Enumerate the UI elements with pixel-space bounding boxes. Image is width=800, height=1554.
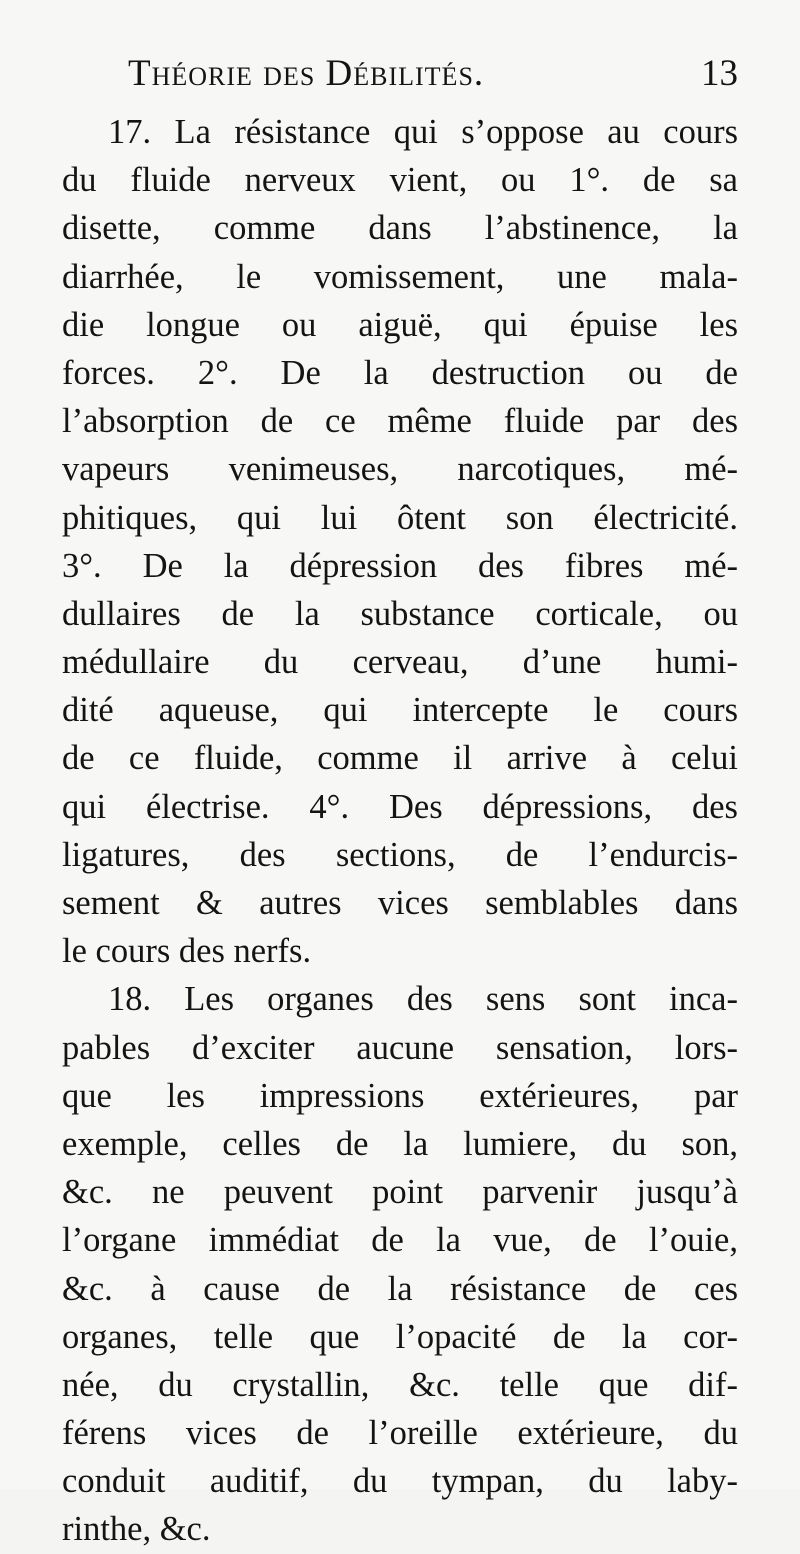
text-line: dullaires de la substance corticale, ou [62, 594, 738, 633]
text-line: sement & autres vices semblables dans [62, 884, 738, 922]
text-line: 18. Les organes des sens sont inca- [108, 980, 738, 1019]
text-line: forces. 2°. De la destruction ou de [62, 353, 738, 392]
text-line: diarrhée, le vomissement, une mala- [62, 257, 738, 296]
text-line: ligatures, des sections, de l’endurcis- [62, 835, 738, 874]
text-line: du fluide nerveux vient, ou 1°. de sa [62, 161, 738, 200]
text-line: médullaire du cerveau, d’une humi- [62, 643, 738, 682]
text-line: née, du crystallin, &c. telle que dif- [62, 1365, 738, 1404]
text-line: le cours des nerfs. [62, 932, 312, 971]
paragraph-18 [62, 975, 738, 1553]
text-line: disette, comme dans l’abstinence, la [62, 209, 738, 248]
running-head [128, 52, 738, 102]
text-line: exemple, celles de la lumiere, du son, [62, 1124, 738, 1163]
text-line: rinthe, &c. [62, 1510, 211, 1549]
text-line: dité aqueuse, qui intercepte le cours [62, 691, 738, 730]
running-title: Théorie des Débilités. [128, 53, 485, 94]
text-line: de ce fluide, comme il arrive à celui [62, 739, 738, 778]
text-line: l’absorption de ce même fluide par des [62, 402, 738, 441]
text-line: organes, telle que l’opacité de la cor- [62, 1317, 738, 1356]
text-line: 3°. De la dépression des fibres mé- [62, 546, 738, 585]
text-line: férens vices de l’oreille extérieure, du [62, 1414, 738, 1453]
text-line: qui électrise. 4°. Des dépressions, des [62, 787, 738, 826]
text-line: die longue ou aiguë, qui épuise les [62, 305, 738, 344]
text-line: pables d’exciter aucune sensation, lors- [62, 1028, 738, 1067]
text-line: 17. La résistance qui s’oppose au cours [108, 113, 738, 151]
body-text [62, 108, 738, 1554]
page-number: 13 [701, 53, 738, 94]
text-line: vapeurs venimeuses, narcotiques, mé- [62, 450, 738, 489]
text-line: phitiques, qui lui ôtent son électricité. [62, 498, 738, 537]
text-line: que les impressions extérieures, par [62, 1076, 738, 1115]
paragraph-17 [62, 108, 738, 975]
text-line: &c. ne peuvent point parvenir jusqu’à [62, 1173, 738, 1212]
text-line: conduit auditif, du tympan, du laby- [62, 1462, 738, 1501]
text-line: &c. à cause de la résistance de ces [62, 1269, 738, 1308]
text-line: l’organe immédiat de la vue, de l’ouie, [62, 1221, 738, 1260]
